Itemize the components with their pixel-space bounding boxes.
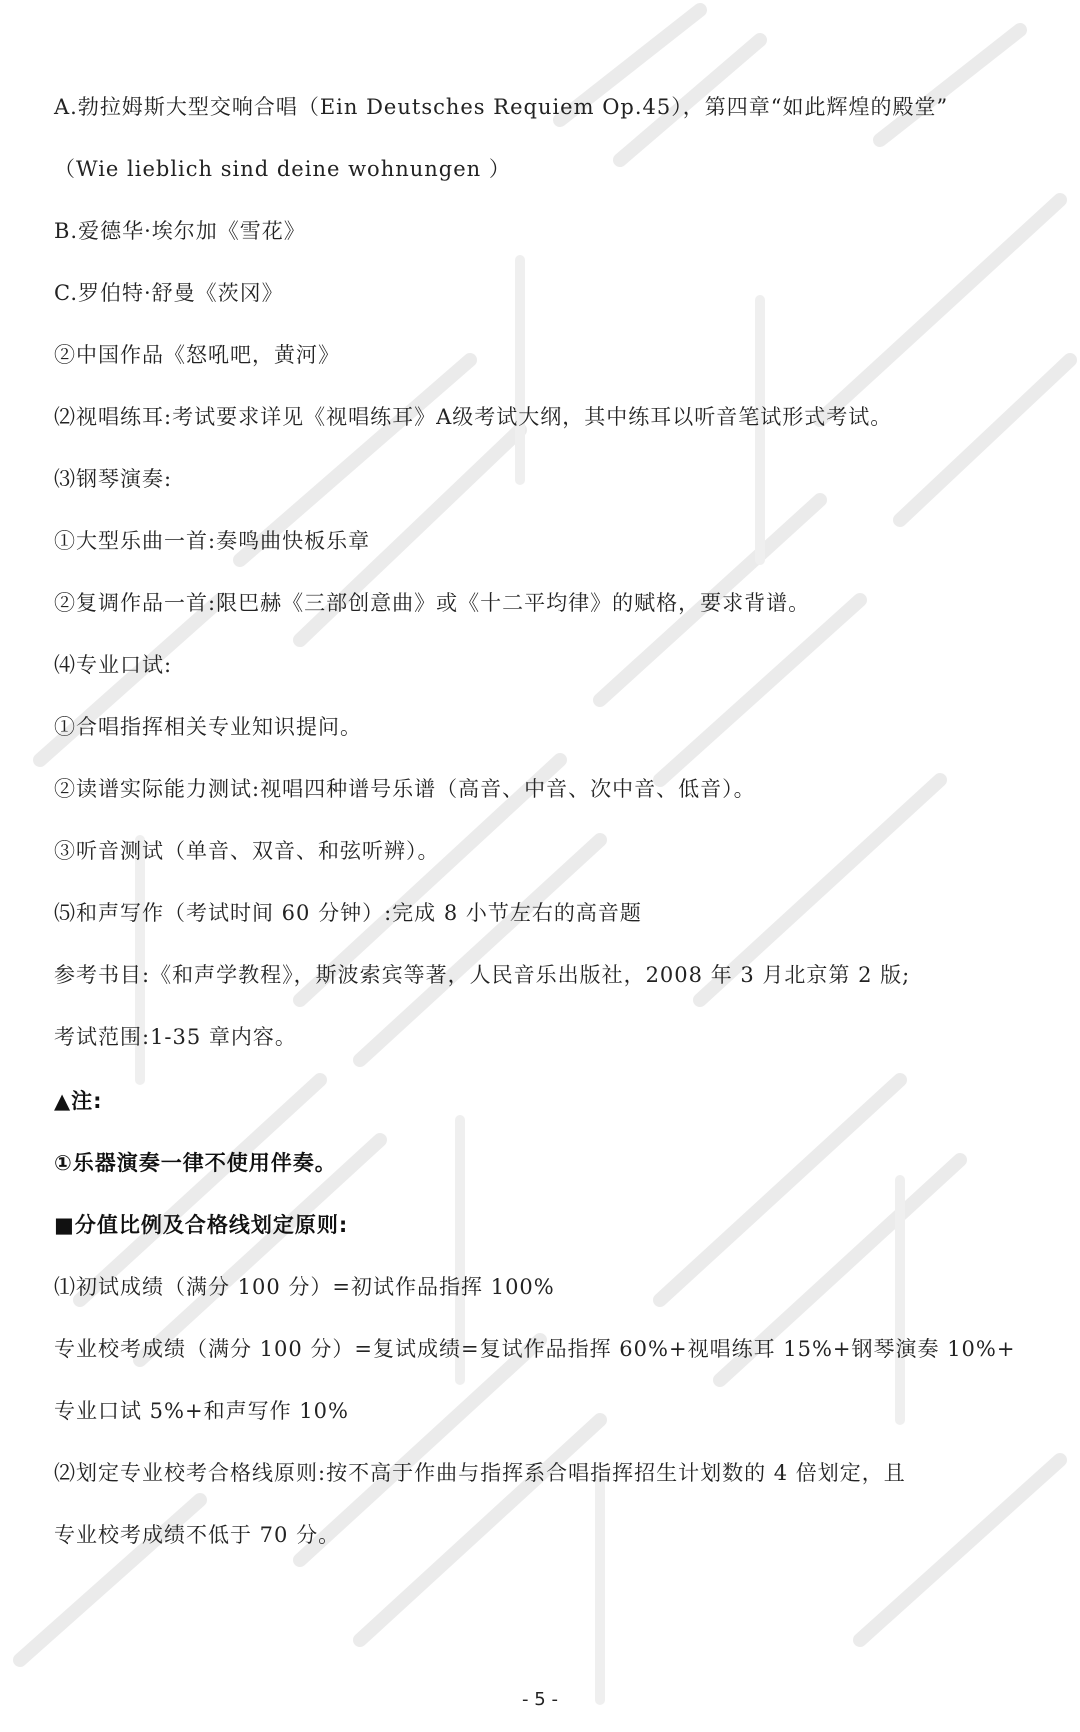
score-line: 专业校考成绩（满分 100 分）=复试成绩=复试作品指挥 60%+视唱练耳 15%+钢琴演奏 10%+ — [54, 1337, 1016, 1361]
note-item: ①乐器演奏一律不使用伴奏。 — [54, 1151, 337, 1175]
text-line: ⑸和声写作（考试时间 60 分钟）:完成 8 小节左右的高音题 — [54, 901, 642, 925]
text-line: ②中国作品《怒吼吧，黄河》 — [54, 343, 340, 367]
text-line: A.勃拉姆斯大型交响合唱（Ein Deutsches Requiem Op.45），第四章“如此辉煌的殿堂” — [54, 95, 949, 119]
score-line: 专业口试 5%+和声写作 10% — [54, 1399, 349, 1423]
score-line: ⑵划定专业校考合格线原则:按不高于作曲与指挥系合唱指挥招生计划数的 4 倍划定，且 — [54, 1461, 906, 1485]
text-line: C.罗伯特·舒曼《茨冈》 — [54, 281, 284, 305]
score-line: ⑴初试成绩（满分 100 分）=初试作品指挥 100% — [54, 1275, 555, 1299]
text-line: ②复调作品一首:限巴赫《三部创意曲》或《十二平均律》的赋格，要求背谱。 — [54, 591, 811, 615]
text-line: ⑵视唱练耳:考试要求详见《视唱练耳》A级考试大纲，其中练耳以听音笔试形式考试。 — [54, 405, 893, 429]
text-line: ⑷专业口试: — [54, 653, 173, 677]
text-line: ①大型乐曲一首:奏鸣曲快板乐章 — [54, 529, 371, 553]
text-line: ③听音测试（单音、双音、和弦听辨）。 — [54, 839, 440, 863]
page-number: - 5 - — [522, 1689, 558, 1710]
text-line: B.爱德华·埃尔加《雪花》 — [54, 219, 306, 243]
text-line: ①合唱指挥相关专业知识提问。 — [54, 715, 362, 739]
section-heading: ■分值比例及合格线划定原则: — [54, 1213, 349, 1237]
text-line: ②读谱实际能力测试:视唱四种谱号乐谱（高音、中音、次中音、低音）。 — [54, 777, 756, 801]
text-line: （Wie lieblich sind deine wohnungen ） — [54, 157, 511, 181]
text-line: 参考书目:《和声学教程》，斯波索宾等著，人民音乐出版社，2008 年 3 月北京第 2 版; — [54, 963, 911, 987]
text-line: 考试范围:1-35 章内容。 — [54, 1025, 297, 1049]
note-heading: ▲注: — [54, 1089, 103, 1113]
score-line: 专业校考成绩不低于 70 分。 — [54, 1523, 341, 1547]
text-line: ⑶钢琴演奏: — [54, 467, 173, 491]
